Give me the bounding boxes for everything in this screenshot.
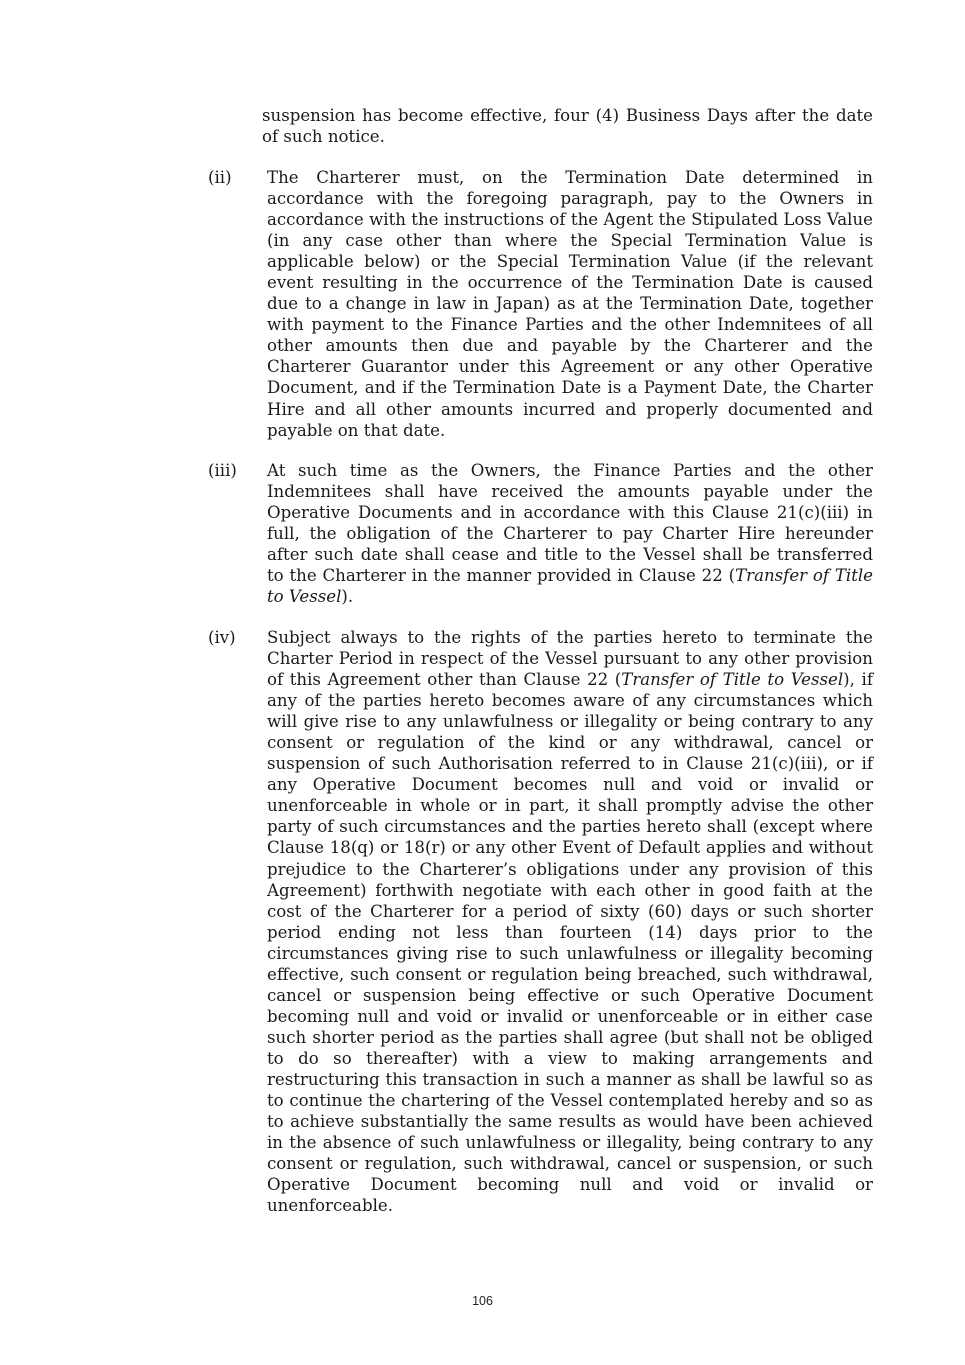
clause-iv-text	[267, 627, 873, 1216]
clause-iii-text-start: At such time as the Owners, the Finance Parties and the other Indemnitees shall have received the amounts payable under the Operative Documents and in accordance with this Clause 21(c)(iii) in full, the obligation of the Charterer to pay Charter Hire hereunder after such date shall cease and title to the Vessel shall be transferred to the Charterer in the manner provided in Clause 22 (	[267, 461, 873, 586]
continued-paragraph: suspension has become effective, four (4) Business Days after the date of such notice.	[262, 106, 873, 147]
clause-number-ii: (ii)	[208, 168, 232, 187]
clause-number-iv: (iv)	[208, 628, 236, 647]
clause-iv-text-start: Subject always to the rights of the parties hereto to terminate the Charter Period in respect of the Vessel pursuant to any other provision of this Agreement other than Clause 22 (	[267, 628, 873, 690]
clause-iii-text-end: ).	[341, 587, 354, 607]
page-number: 106	[472, 1294, 493, 1308]
clause-iv-text-end: ), if any of the parties hereto becomes aware of any circumstances which will give rise to any unlawfulness or illegality or being contrary to any consent or regulation of the kind or any withdrawal, cancel or suspension of such Authorisation referred to in Clause 21(c)(iii), or if any Operative Document becomes null and void or invalid or unenforceable in whole or in part, it shall promptly advise the other party of such circumstances and the parties hereto shall (except where Clause 18(q) or 18(r) or any other Event of Default applies and without prejudice to the Charterer’s obligations under any provision of this Agreement) forthwith negotiate with each other in good faith at the cost of the Charterer for a period of sixty (60) days or such shorter period ending not less than fourteen (14) days prior to the circumstances giving rise to such unlawfulness or illegality becoming effective, such consent or regulation being breached, such withdrawal, cancel or suspension being effective or such Operative Document becoming null and void or invalid or unenforceable or in either case such shorter period as the parties shall agree (but shall not be obliged to do so thereafter) with a view to making arrangements and restructuring this transaction in such a manner as shall be lawful so as to continue the chartering of the Vessel contemplated hereby and so as to achieve substantially the same results as would have been achieved in the absence of such unlawfulness or illegality, being contrary to any consent or regulation, such withdrawal, cancel or suspension, or such Operative Document becoming null and void or invalid or unenforceable.	[267, 670, 873, 1216]
clause-iii-text	[267, 460, 873, 607]
clause-iii-title-reference: Transfer of Title to Vessel	[267, 566, 873, 607]
clause-iv-title-reference: Transfer of Title to Vessel	[621, 670, 844, 690]
clause-ii-text: The Charterer must, on the Termination Date determined in accordance with the foregoing paragraph, pay to the Owners in accordance with the instructions of the Agent the Stipulated Loss Value (in any case other than where the Special Termination Value is applicable below) or the Special Termination Value (if the relevant event resulting in the occurrence of the Termination Date is caused due to a change in law in Japan) as at the Termination Date, together with payment to the Finance Parties and the other Indemnitees of all other amounts then due and payable by the Charterer and the Charterer Guarantor under this Agreement or any other Operative Document, and if the Termination Date is a Payment Date, the Charter Hire and all other amounts incurred and properly documented and payable on that date.	[267, 168, 873, 440]
clause-number-iii: (iii)	[208, 461, 237, 480]
